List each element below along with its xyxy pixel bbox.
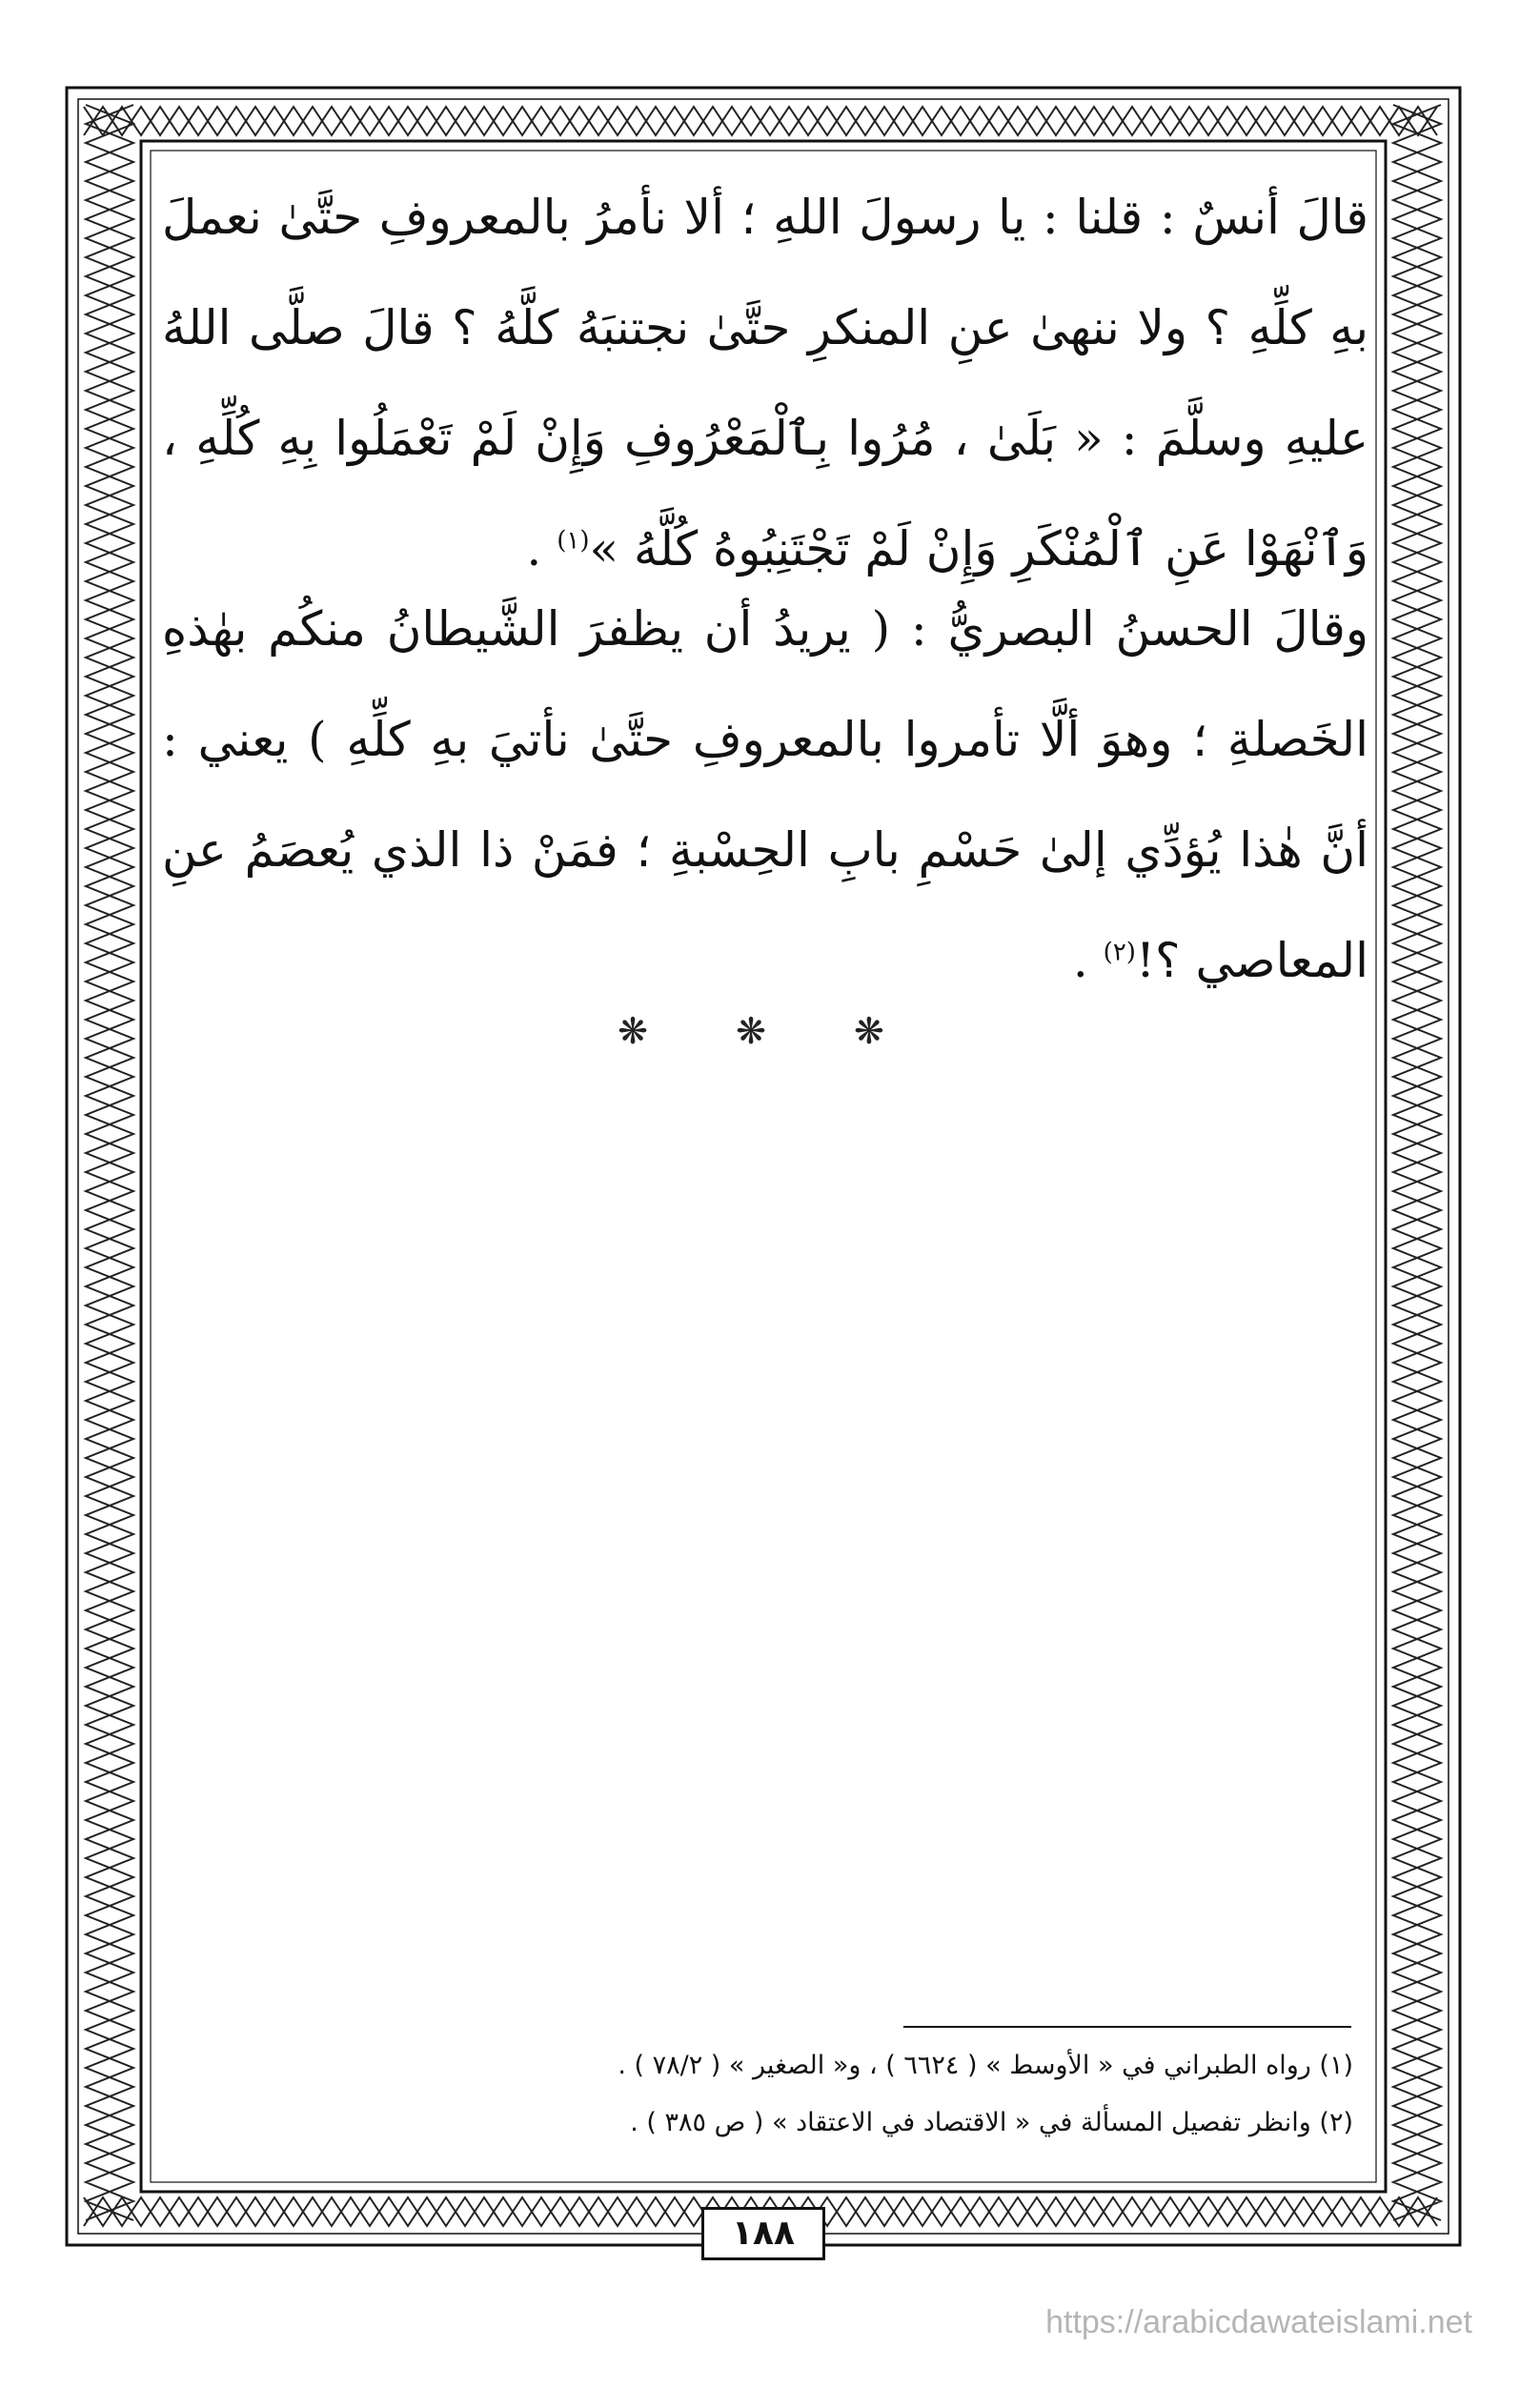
footnote-1: (١) رواه الطبراني في « الأوسط » ( ٦٦٢٤ ) ، و« الصغير » ( ٧٨/٢ ) . bbox=[618, 2051, 1353, 2080]
footnote-separator-line bbox=[903, 2026, 1351, 2028]
paragraph-2-text: وقالَ الحسنُ البصريُّ : ( يريدُ أن يظفرَ الشَّيطانُ منكُم بهٰذهِ الخَصلةِ ؛ وهوَ ألَّا تأمروا بالمعروفِ حتَّىٰ نأتيَ بهِ كلِّهِ ) يعني : أنَّ هٰذا يُؤدِّي إلىٰ حَسْمِ بابِ الحِسْبةِ ؛ فمَنْ ذا الذي يُعصَمُ عنِ المعاصي ؟! bbox=[162, 601, 1368, 988]
main-paragraph-2 bbox=[162, 574, 1368, 1016]
page-number: ١٨٨ bbox=[701, 2207, 825, 2260]
footnote-2: (٢) وانظر تفصيل المسألة في « الاقتصاد في الاعتقاد » ( ص ٣٨٥ ) . bbox=[630, 2108, 1353, 2137]
watermark-url: https://arabicdawateislami.net bbox=[1045, 2304, 1472, 2340]
main-paragraph-1 bbox=[162, 162, 1368, 604]
footnote-ref-1[interactable]: (١) bbox=[557, 526, 590, 556]
paragraph-1-text: قالَ أنسٌ : قلنا : يا رسولَ اللهِ ؛ ألا نأمرُ بالمعروفِ حتَّىٰ نعملَ بهِ كلِّهِ ؟ ولا ننهىٰ عنِ المنكرِ حتَّىٰ نجتنبَهُ كلَّهُ ؟ قالَ صلَّى اللهُ عليهِ وسلَّمَ : « بَلَىٰ ، مُرُوا بِٱلْمَعْرُوفِ وَإِنْ لَمْ تَعْمَلُوا بِهِ كُلِّهِ ، وَٱنْهَوْا عَنِ ٱلْمُنْكَرِ وَإِنْ لَمْ تَجْتَنِبُوهُ كُلَّهُ » bbox=[162, 190, 1368, 577]
paragraph-1-end: . bbox=[526, 521, 557, 577]
footnote-ref-2[interactable]: (٢) bbox=[1103, 938, 1136, 967]
section-divider-ornament: ❋ ❋ ❋ bbox=[618, 1010, 922, 1052]
paragraph-2-end: . bbox=[1072, 933, 1104, 988]
